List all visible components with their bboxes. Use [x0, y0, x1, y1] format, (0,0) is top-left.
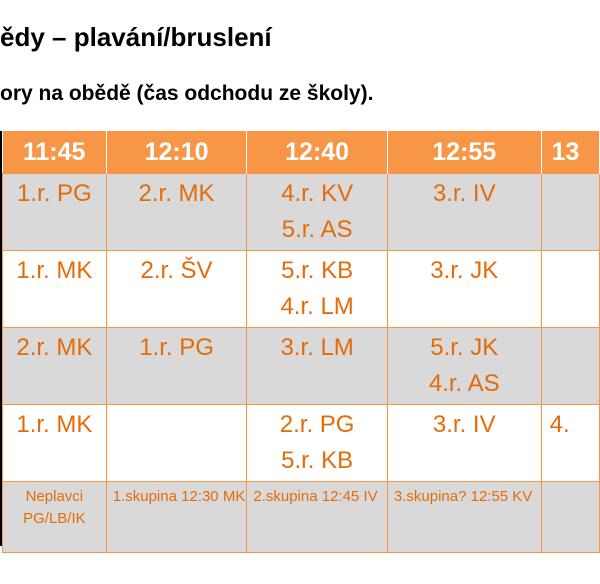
note-cell — [541, 482, 599, 553]
table-row — [3, 251, 600, 328]
table-cell: 2.r. MK — [106, 174, 247, 251]
header-row — [3, 131, 600, 174]
table-cell — [106, 405, 247, 482]
time-header: 13 — [541, 131, 599, 174]
table-cell: 4.r. KV 5.r. AS — [247, 174, 388, 251]
table-cell: 5.r. JK 4.r. AS — [387, 328, 541, 405]
table-cell: 2.r. PG 5.r. KB — [247, 405, 388, 482]
table-cell — [541, 174, 599, 251]
document-subheading: ory na obědě (čas odchodu ze školy). — [0, 82, 374, 105]
time-header: 11:45 — [3, 131, 107, 174]
table-cell: 4. — [541, 405, 599, 482]
table-row — [3, 328, 600, 405]
time-header: 12:55 — [387, 131, 541, 174]
table-cell — [541, 251, 599, 328]
table-row — [3, 405, 600, 482]
note-cell: 3.skupina? 12:55 KV — [387, 482, 541, 553]
table-cell: 1.r. PG — [3, 174, 107, 251]
note-cell: Neplavci PG/LB/IK — [3, 482, 107, 553]
table-cell: 5.r. KB 4.r. LM — [247, 251, 388, 328]
note-cell: 2.skupina 12:45 IV — [247, 482, 388, 553]
table-cell: 2.r. ŠV — [106, 251, 247, 328]
table-cell: 1.r. MK — [3, 251, 107, 328]
time-header: 12:10 — [106, 131, 247, 174]
table-cell: 2.r. MK — [3, 328, 107, 405]
schedule-table — [2, 131, 600, 553]
notes-row — [3, 482, 600, 553]
table-cell: 3.r. JK — [387, 251, 541, 328]
note-cell: 1.skupina 12:30 MK — [106, 482, 247, 553]
document-heading: ědy – plavání/bruslení — [0, 22, 272, 52]
table-cell: 1.r. PG — [106, 328, 247, 405]
time-header: 12:40 — [247, 131, 388, 174]
table-cell: 3.r. IV — [387, 174, 541, 251]
table-cell: 3.r. IV — [387, 405, 541, 482]
table-row — [3, 174, 600, 251]
table-cell — [541, 328, 599, 405]
table-cell: 3.r. LM — [247, 328, 388, 405]
table-cell: 1.r. MK — [3, 405, 107, 482]
